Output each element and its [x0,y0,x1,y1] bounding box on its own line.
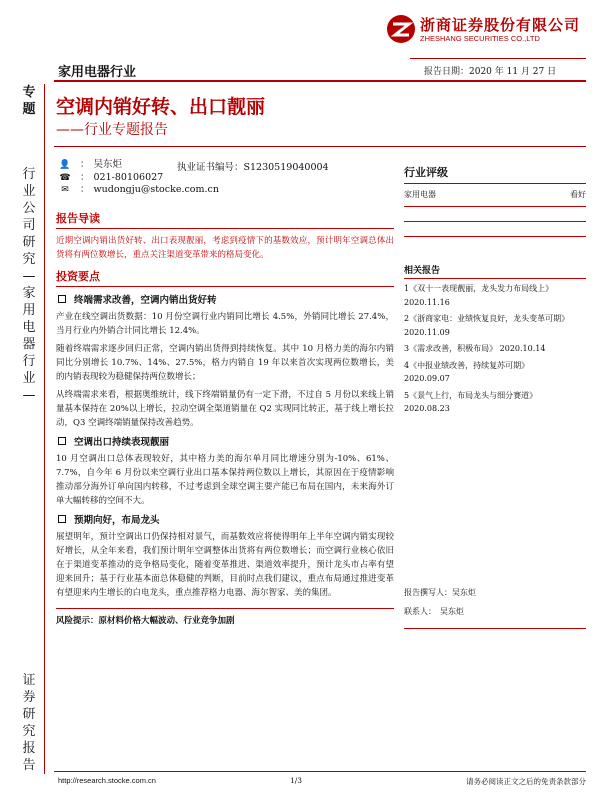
checkbox-bullet-icon [58,515,66,523]
company-name-cn: 浙商证券股份有限公司 [420,16,581,34]
guide-text: 近期空调内销出货好转、出口表现靓丽，考虑到疫情下的基数效应，预计明年空调总体出货将有两位数增长，重点关注渠道变革带来的格局变化。 [56,236,394,260]
rating-divider [404,236,586,237]
analyst-name: 吴东炬 [93,159,123,170]
person-icon: 👤 [59,160,71,170]
rating-sector: 家用电器 [404,190,436,199]
main-content [56,210,394,626]
side-label-bottom: 证 券 研 究 报 告 [22,673,36,773]
mail-icon: ✉ [61,185,69,195]
guide-heading: 报告导读 [56,210,394,229]
paragraph: 展望明年，预计空调出口仍保持相对景气，而基数效应将使得明年上半年空调内销实现较好增长，从全年来看，我们预计明年空调整体出货将有两位数增长；而空调行业核心依旧在于渠道变革推动的竞争格局变化，随着变革推进、渠道效率提升，预计龙头市占率有望迎来回升；基于行业基本面总体稳健的判断，目前时点我们建议，重点布局通过推进变革有望迎来内生增长的白电龙头，重点推荐格力电器、海尔智家、美的集团。 [56,532,394,598]
analyst-phone-row: ☎ ： 021-80106027 [59,171,164,183]
footer-divider [54,771,586,772]
contacts-divider [404,628,586,629]
analyst-email[interactable]: wudongju@stocke.com.cn [93,184,219,195]
header-divider [54,80,586,82]
footer-disclaimer: 请务必阅读正文之后的免责条款部分 [466,777,586,786]
company-logo [386,12,586,52]
report-contact: 联系人： 吴东炬 [404,607,464,616]
related-list [404,283,586,415]
paragraph: 随着终端需求逐步回归正常，空调内销出货得到持续恢复。其中 10 月格力美的海尔内销同比分别增长 10.7%、14%、27.5%，格力内销自 19 年以来首次实现两位数增长，美的内销表现较为稳健保持两位数增长； [56,344,394,382]
analyst-email-row: ✉ ： wudongju@stocke.com.cn [58,184,219,197]
company-name-en: ZHESHANG SECURITIES CO.,LTD [420,34,540,43]
report-subtitle: ——行业专题报告 [56,122,168,138]
rating-heading: 行业评级 [404,164,586,184]
rating-value: 看好 [570,190,586,199]
side-label-top: 专 题 [22,85,36,117]
related-item[interactable]: 3《需求改善，积极布局》 2020.10.14 [404,344,546,353]
related-heading: 相关报告 [404,263,586,279]
title-divider [54,146,586,147]
page-number: 1/3 [290,776,303,785]
risk-warning: 风险提示：原材料价格大幅波动、行业竞争加剧 [56,608,394,626]
analyst-cert: 执业证书编号：S1230519040004 [177,162,329,173]
related-item[interactable]: 4《中报业绩改善，持续复苏可期》 2020.09.07 [404,360,530,383]
header-top-divider [410,58,586,59]
analyst-phone: 021-80106027 [93,171,164,183]
related-item[interactable]: 5《景气上行，布局龙头与细分赛道》 2020.08.23 [404,390,538,413]
point-heading-3: 预期向好，布局龙头 [56,512,394,526]
related-item[interactable]: 2《浙商家电：业绩恢复良好，龙头变革可期》 2020.11.09 [404,314,570,337]
side-divider [44,84,45,774]
points-heading: 投资要点 [56,268,394,287]
side-label-middle: 行 业 公 司 研 究 — 家 用 电 器 行 业 — [22,167,36,403]
report-date: 报告日期：2020 年 11 月 27 日 [424,67,557,77]
sidebar [404,164,586,420]
industry-label: 家用电器行业 [58,65,137,80]
contacts [404,587,586,625]
paragraph: 从终端需求来看，根据奥维统计，线下终端销量仍有一定下滑，不过自 5 月份以来线上销量基本保持在 20%以上增长，拉动空调全渠道销量在 Q2 实现同比转正，基于线上增长拉动，Q3 空调终端销量保持改善趋势。 [56,390,394,428]
point-heading-1: 终端需求改善，空调内销出货好转 [56,292,394,306]
related-item[interactable]: 1《双十一表现靓丽，龙头发力布局线上》 2020.11.16 [404,284,554,307]
phone-icon: ☎ [59,172,71,183]
point-heading-2: 空调出口持续表现靓丽 [56,434,394,448]
report-title: 空调内销好转、出口靓丽 [56,96,266,118]
analyst-name-row: 👤 ： 吴东炬 [59,159,123,170]
rating-row [404,189,586,207]
checkbox-bullet-icon [58,295,66,303]
paragraph: 产业在线空调出货数据：10 月份空调行业内销同比增长 4.5%，外销同比增长 27.4%，当月行业内外销合计同比增长 12.4%。 [56,312,394,336]
paragraph: 10 月空调出口总体表现较好，其中格力美的海尔单月同比增速分别为-10%、61%、7.7%，自今年 6 月份以来空调行业出口基本保持两位数以上增长，其原因在于疫情影响推动部分海外订单向国内转移，不过考虑到全球空调主要产能已布局在国内，未来海外订单大幅转移的空间不大。 [56,454,394,506]
checkbox-bullet-icon [58,437,66,445]
company-emblem-icon [386,14,416,44]
report-author: 报告撰写人：吴东炬 [404,588,476,597]
footer-url[interactable]: http://research.stocke.com.cn [58,776,156,785]
rating-divider [404,221,586,222]
